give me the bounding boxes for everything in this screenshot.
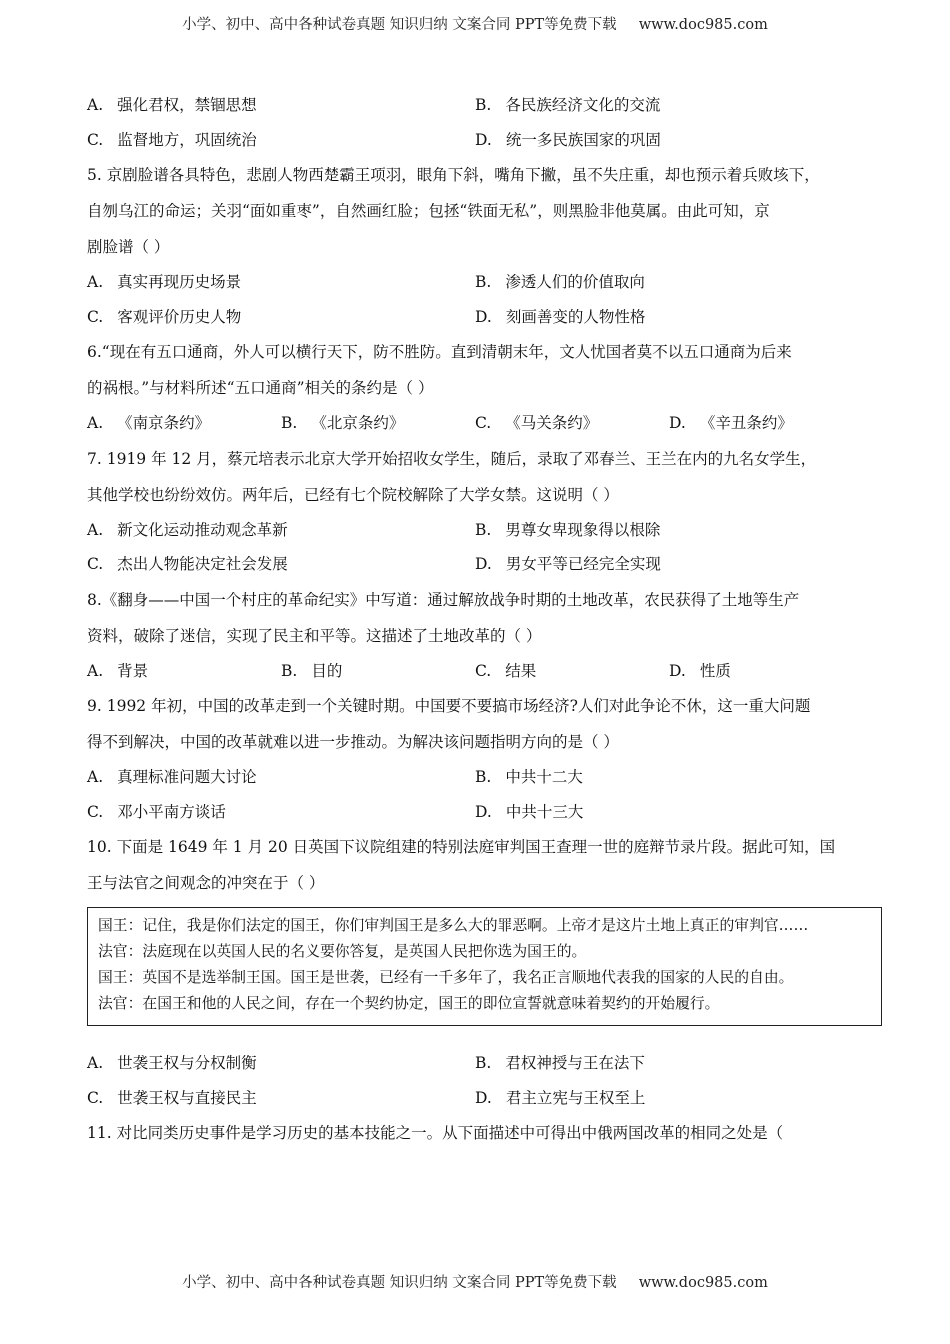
q8-option-c[interactable]: C. 结果: [475, 661, 537, 680]
q7-stem-line: 其他学校也纷纷效仿。两年后，已经有七个院校解除了大学女禁。这说明（ ）: [87, 485, 619, 504]
page-header: [0, 13, 950, 34]
question-7: [87, 441, 882, 582]
q6-option-b[interactable]: B. 《北京条约》: [281, 414, 405, 432]
q8-option-b[interactable]: B. 目的: [281, 661, 343, 680]
material-line: 法官：法庭现在以英国人民的名义要你答复，是英国人民把你选为国王的。: [98, 943, 587, 960]
q9-option-d[interactable]: D. 中共十三大: [475, 802, 584, 821]
material-line: 国王：英国不是选举制王国。国王是世袭，已经有一千多年了，我名正言顺地代表我的国家的人民的自由。: [98, 969, 794, 986]
q10-stem-line: 10. 下面是 1649 年 1 月 20 日英国下议院组建的特别法庭审判国王查理一世的庭辩节录片段。据此可知，国: [87, 838, 836, 856]
question-11: [87, 1115, 882, 1151]
q5-option-a[interactable]: A. 真实再现历史场景: [87, 273, 242, 291]
q6-stem-line: 的祸根。”与材料所述“五口通商”相关的条约是（ ）: [87, 379, 434, 397]
question-6: [87, 334, 882, 441]
footer-url[interactable]: www.doc985.com: [638, 1275, 768, 1291]
q9-stem-line: 9. 1992 年初，中国的改革走到一个关键时期。中国要不要搞市场经济?人们对此争论不休，这一重大问题: [87, 697, 811, 715]
q4-option-d[interactable]: D. 统一多民族国家的巩固: [475, 130, 661, 149]
q4-option-a[interactable]: A. 强化君权，禁锢思想: [87, 96, 257, 114]
q10-material-box: [87, 907, 882, 1026]
q10-stem-line: 王与法官之间观念的冲突在于（ ）: [87, 874, 325, 892]
q5-stem-line: 剧脸谱（ ）: [87, 238, 170, 256]
q6-stem-line: 6.“现在有五口通商，外人可以横行天下，防不胜防。直到清朝末年，文人忧国者莫不以五口通商为后来: [87, 343, 792, 361]
q4-option-b[interactable]: B. 各民族经济文化的交流: [475, 96, 661, 114]
footer-text: 小学、初中、高中各种试卷真题 知识归纳 文案合同 PPT等免费下载: [182, 1275, 617, 1291]
header-text: 小学、初中、高中各种试卷真题 知识归纳 文案合同 PPT等免费下载: [182, 17, 617, 33]
q8-option-a[interactable]: A. 背景: [87, 661, 149, 680]
q7-option-a[interactable]: A. 新文化运动推动观念革新: [87, 520, 288, 539]
exam-page: [87, 88, 882, 1151]
page-footer: [0, 1271, 950, 1292]
material-line: 国王：记住，我是你们法定的国王，你们审判国王是多么大的罪恶啊。上帝才是这片土地上真正的审判官……: [98, 917, 809, 934]
q5-options: [87, 265, 882, 334]
q7-stem-line: 7. 1919 年 12 月，蔡元培表示北京大学开始招收女学生，随后，录取了邓春兰、王兰在内的九名女学生，: [87, 449, 817, 468]
q6-option-a[interactable]: A. 《南京条约》: [87, 414, 211, 432]
q8-stem-line: 资料，破除了迷信，实现了民主和平等。这描述了土地改革的（ ）: [87, 626, 542, 645]
q9-options: [87, 760, 882, 829]
q10-options: [87, 1046, 882, 1115]
q5-stem-line: 自刎乌江的命运；关羽“面如重枣”，自然画红脸；包拯“铁面无私”，则黑脸非他莫属。由此可知，京: [87, 202, 770, 220]
question-10: [87, 829, 882, 1115]
q9-option-a[interactable]: A. 真理标准问题大讨论: [87, 768, 257, 786]
material-line: 法官：在国王和他的人民之间，存在一个契约协定，国王的即位宣誓就意味着契约的开始履行。: [98, 995, 720, 1012]
q11-stem-line: 11. 对比同类历史事件是学习历史的基本技能之一。从下面描述中可得出中俄两国改革的相同之处是（: [87, 1124, 784, 1142]
q7-option-c[interactable]: C. 杰出人物能决定社会发展: [87, 555, 288, 573]
q6-options: [87, 406, 882, 441]
q6-option-c[interactable]: C. 《马关条约》: [475, 414, 599, 432]
q9-stem-line: 得不到解决，中国的改革就难以进一步推动。为解决该问题指明方向的是（ ）: [87, 733, 619, 751]
q4-option-c[interactable]: C. 监督地方，巩固统治: [87, 130, 257, 149]
q9-option-c[interactable]: C. 邓小平南方谈话: [87, 802, 226, 821]
q10-option-c[interactable]: C. 世袭王权与直接民主: [87, 1088, 257, 1107]
header-url[interactable]: www.doc985.com: [638, 17, 768, 33]
q5-stem-line: 5. 京剧脸谱各具特色，悲剧人物西楚霸王项羽，眼角下斜，嘴角下撇，虽不失庄重，却也预示着兵败垓下，: [87, 166, 820, 184]
q8-option-d[interactable]: D. 性质: [669, 661, 731, 680]
question-9: [87, 688, 882, 829]
q7-options: [87, 513, 882, 582]
q5-option-b[interactable]: B. 渗透人们的价值取向: [475, 273, 645, 291]
question-8: [87, 582, 882, 689]
q4-options: [87, 88, 882, 157]
q5-option-d[interactable]: D. 刻画善变的人物性格: [475, 307, 646, 326]
q9-option-b[interactable]: B. 中共十二大: [475, 768, 583, 786]
q10-option-b[interactable]: B. 君权神授与王在法下: [475, 1054, 645, 1072]
q7-option-d[interactable]: D. 男女平等已经完全实现: [475, 555, 661, 573]
q6-option-d[interactable]: D. 《辛丑条约》: [669, 414, 793, 432]
q8-options: [87, 654, 882, 689]
q7-option-b[interactable]: B. 男尊女卑现象得以根除: [475, 520, 661, 539]
q8-stem-line: 8.《翻身——中国一个村庄的革命纪实》中写道：通过解放战争时期的土地改革，农民获得了土地等生产: [87, 590, 800, 609]
q10-option-a[interactable]: A. 世袭王权与分权制衡: [87, 1054, 257, 1072]
question-5: [87, 157, 882, 334]
q5-option-c[interactable]: C. 客观评价历史人物: [87, 307, 242, 326]
q10-option-d[interactable]: D. 君主立宪与王权至上: [475, 1088, 646, 1107]
